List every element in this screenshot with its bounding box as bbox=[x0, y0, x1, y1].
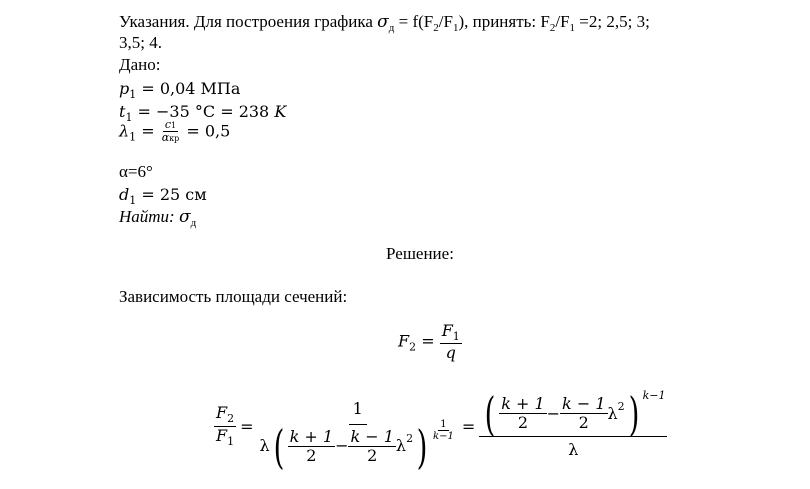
find-line: Найти: $\sigma_д$ bbox=[119, 207, 197, 229]
area-dependence-label: Зависимость площади сечений: bbox=[119, 287, 348, 306]
given-t1: $t_1 = -35$ °C = 238 K bbox=[119, 102, 287, 124]
formula-f2: $F_2$ = $\frac{F_1}{q}$ bbox=[398, 321, 460, 363]
given-lambda1: $\lambda_1$ = $\frac{c1}{\text{αкр}}$ = 0,5 bbox=[119, 118, 231, 145]
lambda-fraction: $\frac{c1}{\text{αкр}}$ bbox=[161, 118, 180, 145]
lhs-fraction: $\frac{F_2}{F_1}$ bbox=[216, 403, 235, 448]
intro-line-2: 3,5; 4. bbox=[119, 33, 162, 52]
solution-title: Решение: bbox=[386, 244, 454, 263]
middle-fraction: 1 λ ( $\frac{k + 1}{2}$ − $\frac{k - 1}{2}$ λ 2 ) $\frac{1}{k-1}$ bbox=[258, 386, 458, 467]
right-fraction: ( $\frac{k + 1}{2}$ − $\frac{k - 1}{2}$ λ 2 ) k−1 λ bbox=[479, 394, 667, 459]
given-p1: $p_1 = 0,04$ МПа bbox=[119, 79, 241, 101]
given-label: Дано: bbox=[119, 55, 161, 74]
formula-area-ratio: $\frac{F_2}{F_1}$ = 1 λ ( $\frac{k + 1}{2}$ − $\frac{k - 1}{2}$ λ 2 ) $\frac{1}{k-1}$ = ( $\frac{k + 1}{2}$ − $\frac{k - 1}{2}$ λ 2 ) k−1 λ bbox=[216, 386, 666, 474]
given-alpha: α=6° bbox=[119, 162, 153, 181]
given-d1: $d_1 = 25$ см bbox=[119, 185, 207, 207]
intro-line-1: Указания. Для построения графика $\sigma_д = f(F_2/F_1)$, принять: $F_2/F_1 =2$; 2,5; 3; bbox=[119, 12, 650, 34]
